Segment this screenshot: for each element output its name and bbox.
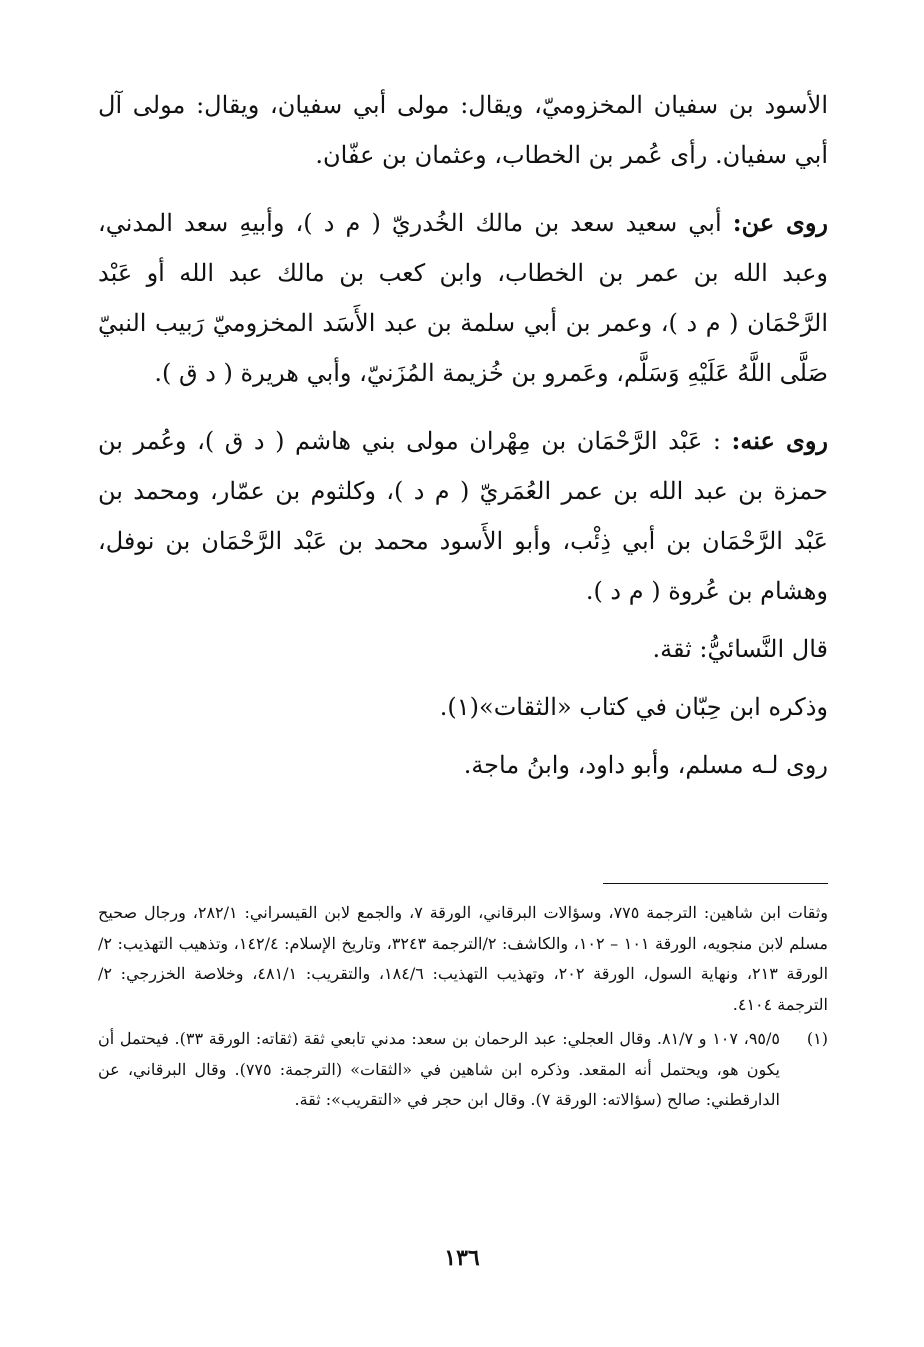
narrated-by-text: : عَبْد الرَّحْمَان بن مِهْران مولى بني هاشم ( د ق )، وعُمر بن حمزة بن عبد الله بن عمر العُمَريّ ( م د )، وكلثوم بن عمّار، ومحمد بن عَبْد الرَّحْمَان بن أبي ذِئْب، وأبو الأَسود محمد بن عَبْد الرَّحْمَان بن نوفل، وهشام بن عُروة ( م د ).	[98, 427, 828, 605]
footnote-1-text: ٩٥/٥، ١٠٧ و ٨١/٧. وقال العجلي: عبد الرحمان بن سعد: مدني تابعي ثقة (ثقاته: الورقة ٣٣). فيحتمل أن يكون هو، ويحتمل أنه المقعد. وذكره ابن شاهين في «الثقات» (الترجمة: ٧٧٥). وقال البرقاني، عن الدارقطني: صالح (سؤالاته: الورقة ٧). وقال ابن حجر في «التقريب»: ثقة.	[98, 1029, 781, 1109]
footnote-1	[98, 1024, 828, 1116]
page-number: ١٣٦	[444, 1245, 480, 1271]
footnotes	[98, 898, 828, 1116]
narrated-by-label: روى عنه:	[731, 426, 828, 455]
narrated-by-paragraph	[98, 416, 828, 616]
intro-paragraph: الأسود بن سفيان المخزوميّ، ويقال: مولى أبي سفيان، ويقال: مولى آل أبي سفيان. رأى عُمر بن الخطاب، وعثمان بن عفّان.	[98, 91, 828, 169]
main-text	[98, 80, 828, 798]
narrated-by-authors-statement: روى لـه مسلم، وأبو داود، وابنُ ماجة.	[463, 751, 828, 779]
narrated-from-label: روى عن:	[732, 208, 829, 237]
footnote-continuation: وثقات ابن شاهين: الترجمة ٧٧٥، وسؤالات البرقاني، الورقة ٧، والجمع لابن القيسراني: ٢٨٢/١، ورجال صحيح مسلم لابن منجويه، الورقة ١٠١ – ١٠٢، والكاشف: ٢/الترجمة ٣٢٤٣، وتاريخ الإسلام: ١٤٢/٤، وتذهيب التهذيب: ٢/الورقة ٢١٣، ونهاية السول، الورقة ٢٠٢، وتهذيب التهذيب: ١٨٤/٦، والتقريب: ٤٨١/١، وخلاصة الخزرجي: ٢/الترجمة ٤١٠٤.	[98, 903, 829, 1014]
narrated-from-text: أبي سعيد سعد بن مالك الخُدريّ ( م د )، وأبيهِ سعد المدني، وعبد الله بن عمر بن الخطاب، وابن كعب بن مالك عبد الله أو عَبْد الرَّحْمَان ( م د )، وعمر بن أبي سلمة بن عبد الأَسَد المخزوميّ رَبيب النبيّ صَلَّى اللَّهُ عَلَيْهِ وَسَلَّم، وعَمرو بن خُزيمة المُزَنيّ، وأبي هريرة ( د ق ).	[98, 209, 828, 387]
ibn-hibban-statement: وذكره ابن حِبّان في كتاب «الثقات»(١).	[439, 693, 828, 721]
narrated-from-paragraph	[98, 198, 828, 398]
nasai-statement: قال النَّسائيُّ: ثقة.	[652, 635, 828, 663]
footnote-separator	[603, 883, 828, 884]
footnote-1-number: (١)	[806, 1029, 828, 1048]
